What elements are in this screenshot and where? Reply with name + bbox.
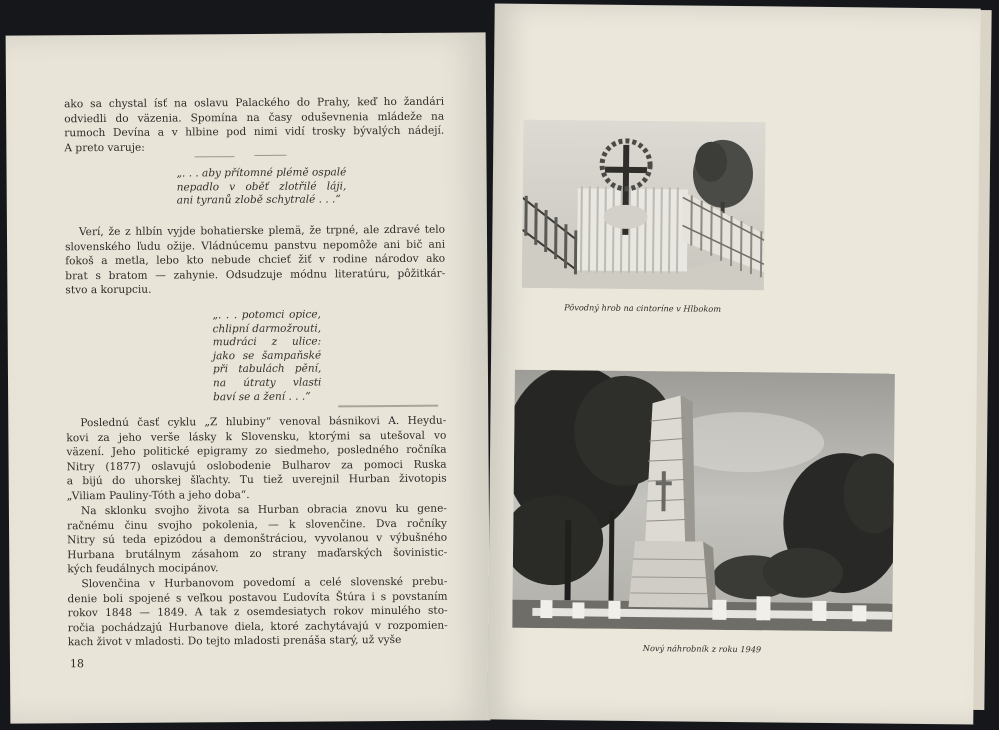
text-line: Na sklonku svojho života sa Hurban obracia znovu ku gene- bbox=[80, 502, 447, 518]
text-line: nepadlo v oběť zlotřilé láji, bbox=[176, 179, 347, 194]
print-smudge bbox=[194, 156, 234, 157]
text-line: na útraty vlasti bbox=[212, 376, 322, 390]
text-line: väzení. Jeho politické epigramy zo siedmeho, posledného ročníka bbox=[66, 443, 447, 459]
text-line: chlipní darmožrouti, bbox=[212, 322, 322, 335]
text-line: račnému činu svojho pokolenia, — k slovenčine. Dva ročníky bbox=[66, 517, 448, 532]
text-line: rumoch Devína a v hlbine pod nimi vidí trosky bývalých nádejí. bbox=[64, 124, 445, 140]
text-line: Nitry sú teda epizódou a demonštráciou, vyvolanou v výbušného bbox=[67, 531, 448, 547]
text-line: fokoš a metla, lebo kto nebude chcieť žiť v rodine národov ako bbox=[65, 252, 446, 268]
text-line: odviedli do väzenia. Spomína na časy oduševnenia mládeže na bbox=[64, 110, 445, 125]
text-line: kach život v mladosti. Do tejto mladosti prenáša starý, už vyše bbox=[67, 634, 402, 649]
right-page bbox=[487, 3, 980, 724]
original-grave-image bbox=[522, 120, 766, 291]
paragraph-3 bbox=[66, 414, 447, 504]
left-page bbox=[6, 32, 491, 723]
text-line: Verí, že z hlbín vyjde bohatierske plemä, že trpné, ale zdravé telo bbox=[78, 223, 446, 239]
poem-quote-1 bbox=[177, 166, 347, 208]
text-line: brat s bratom — zahynie. Odsudzuje módnu literatúru, pôžitkár- bbox=[65, 267, 446, 283]
page-number: 18 bbox=[69, 657, 85, 671]
text-line: Hurbana brutálnym zásahom zo strany maďarských šovinistic- bbox=[67, 546, 448, 562]
text-line: ročia pochádzajú Hurbanove diela, ktoré zachytávajú v rozpomien- bbox=[67, 619, 448, 635]
text-line: při tabulách pění, bbox=[212, 362, 322, 376]
photo-original-grave bbox=[522, 120, 766, 291]
text-line: Nitry (1877) oslavujú oslobodenie Bulharov za pomoci Ruska bbox=[66, 458, 447, 474]
paragraph-5 bbox=[67, 575, 448, 651]
paragraph-4 bbox=[67, 502, 448, 578]
text-line: Slovenčina v Hurbanovom povedomí a celé slovenské prebu- bbox=[81, 575, 448, 591]
text-line: denie boli spojené s veľkou postavou Ľudovíta Štúra i s povstaním bbox=[67, 590, 448, 605]
text-line: jako se šampaňské bbox=[212, 349, 322, 363]
text-line: ani tyranů zlobě schytralé . . .“ bbox=[176, 193, 341, 207]
text-line: mudráci z ulice: bbox=[212, 335, 322, 349]
paragraph-1 bbox=[64, 95, 444, 156]
text-line: ako sa chystal ísť na oslavu Palackého do Prahy, keď ho žandári bbox=[64, 95, 445, 111]
paragraph-2 bbox=[65, 223, 446, 299]
text-line: slovenského ľudu ožije. Vládnúcemu panstvu nepomôže ani bič ani bbox=[65, 238, 446, 253]
text-line: stvo a korupciu. bbox=[65, 284, 152, 297]
text-line: „. . . potomci opice, bbox=[212, 308, 321, 322]
text-line: A preto varuje: bbox=[64, 141, 145, 155]
photo-caption-original-grave: Pôvodný hrob na cintoríne v Hlbokom bbox=[564, 302, 722, 314]
text-line: baví se a žení . . .“ bbox=[213, 390, 311, 403]
poem-quote-2 bbox=[213, 308, 322, 404]
text-line: „. . . aby přítomné plémě ospalé bbox=[176, 166, 347, 180]
print-smudge bbox=[338, 405, 438, 408]
photo-caption-new-monument: Nový náhrobník z roku 1949 bbox=[642, 643, 762, 655]
text-line: kovi za jeho verše lásky k Slovensku, ktorými sa utešoval vo bbox=[66, 429, 447, 444]
print-smudge bbox=[254, 155, 286, 156]
text-line: Poslednú časť cyklu „Z hlubiny“ venoval básnikovi A. Heydu- bbox=[80, 414, 447, 430]
text-line: kých feudálnych mocipánov. bbox=[67, 562, 219, 576]
text-line: a bijú do uhorskej šľachty. Tu tiež uverejnil Hurban životopis bbox=[66, 472, 447, 488]
text-line: rokov 1848 — 1849. A tak z osemdesiatych rokov minulého sto- bbox=[67, 604, 448, 620]
photo-new-monument bbox=[512, 370, 895, 632]
text-line: „Viliam Pauliny-Tóth a jeho doba“. bbox=[66, 488, 250, 503]
new-monument-image bbox=[512, 370, 895, 632]
